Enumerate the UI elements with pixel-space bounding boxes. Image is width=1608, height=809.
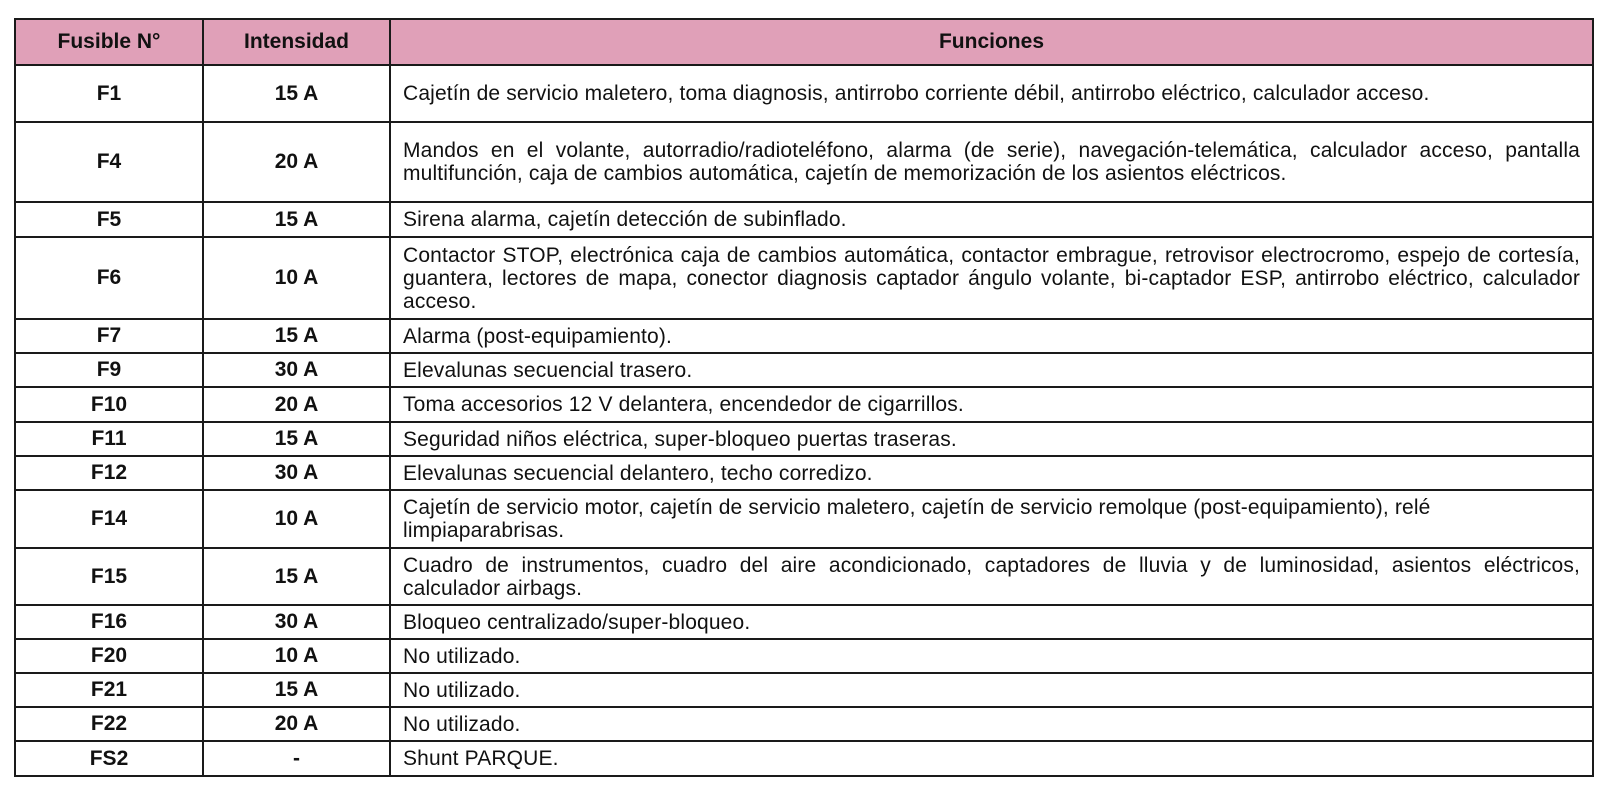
functions-cell: No utilizado. bbox=[390, 707, 1593, 741]
intensity-cell: 20 A bbox=[203, 122, 390, 202]
functions-cell: Toma accesorios 12 V delantera, encendedor de cigarrillos. bbox=[390, 387, 1593, 422]
intensity-cell: 15 A bbox=[203, 422, 390, 456]
functions-cell: No utilizado. bbox=[390, 673, 1593, 707]
functions-cell: Elevalunas secuencial delantero, techo corredizo. bbox=[390, 456, 1593, 490]
functions-cell: Cajetín de servicio maletero, toma diagnosis, antirrobo corriente débil, antirrobo eléctrico, calculador acceso. bbox=[390, 65, 1593, 122]
intensity-cell: 15 A bbox=[203, 319, 390, 353]
functions-cell: Cuadro de instrumentos, cuadro del aire acondicionado, captadores de lluvia y de luminosidad, asientos eléctricos, calculador airbags. bbox=[390, 548, 1593, 605]
functions-cell: Mandos en el volante, autorradio/radioteléfono, alarma (de serie), navegación-telemática, calculador acceso, pantalla multifunción, caja de cambios automática, cajetín de memorización de los asientos eléctricos. bbox=[390, 122, 1593, 202]
table-row bbox=[15, 202, 1593, 237]
fuse-number-cell: F7 bbox=[15, 319, 203, 353]
fuse-number-cell: F14 bbox=[15, 490, 203, 548]
fuse-number-cell: F5 bbox=[15, 202, 203, 237]
fuse-number-cell: F4 bbox=[15, 122, 203, 202]
fuse-number-cell: F11 bbox=[15, 422, 203, 456]
table-row bbox=[15, 605, 1593, 639]
intensity-cell: 15 A bbox=[203, 548, 390, 605]
functions-cell: No utilizado. bbox=[390, 639, 1593, 673]
fuse-number-cell: F6 bbox=[15, 237, 203, 319]
table-row bbox=[15, 387, 1593, 422]
fuse-number-cell: F12 bbox=[15, 456, 203, 490]
table-row bbox=[15, 122, 1593, 202]
functions-cell: Bloqueo centralizado/super-bloqueo. bbox=[390, 605, 1593, 639]
table-row bbox=[15, 707, 1593, 741]
intensity-cell: 30 A bbox=[203, 456, 390, 490]
fuse-number-cell: F9 bbox=[15, 353, 203, 387]
intensity-cell: 15 A bbox=[203, 202, 390, 237]
functions-cell: Sirena alarma, cajetín detección de subinflado. bbox=[390, 202, 1593, 237]
header-functions: Funciones bbox=[390, 19, 1593, 65]
header-intensity: Intensidad bbox=[203, 19, 390, 65]
table-row bbox=[15, 353, 1593, 387]
intensity-cell: 20 A bbox=[203, 387, 390, 422]
table-row bbox=[15, 456, 1593, 490]
intensity-cell: 10 A bbox=[203, 639, 390, 673]
functions-cell: Seguridad niños eléctrica, super-bloqueo puertas traseras. bbox=[390, 422, 1593, 456]
intensity-cell: - bbox=[203, 741, 390, 776]
table-row bbox=[15, 639, 1593, 673]
table-row bbox=[15, 673, 1593, 707]
fuse-number-cell: F15 bbox=[15, 548, 203, 605]
table-row bbox=[15, 548, 1593, 605]
intensity-cell: 30 A bbox=[203, 353, 390, 387]
intensity-cell: 10 A bbox=[203, 237, 390, 319]
table-row bbox=[15, 741, 1593, 776]
functions-cell: Contactor STOP, electrónica caja de cambios automática, contactor embrague, retrovisor electrocromo, espejo de cortesía, guantera, lectores de mapa, conector diagnosis captador ángulo volante, bi-captador ESP, antirrobo eléctrico, calculador acceso. bbox=[390, 237, 1593, 319]
functions-cell: Alarma (post-equipamiento). bbox=[390, 319, 1593, 353]
fuse-number-cell: F20 bbox=[15, 639, 203, 673]
table-row bbox=[15, 422, 1593, 456]
intensity-cell: 15 A bbox=[203, 65, 390, 122]
intensity-cell: 10 A bbox=[203, 490, 390, 548]
intensity-cell: 30 A bbox=[203, 605, 390, 639]
functions-cell: Elevalunas secuencial trasero. bbox=[390, 353, 1593, 387]
table-row bbox=[15, 65, 1593, 122]
table-row bbox=[15, 319, 1593, 353]
intensity-cell: 20 A bbox=[203, 707, 390, 741]
fuse-number-cell: F21 bbox=[15, 673, 203, 707]
table-row bbox=[15, 490, 1593, 548]
table-row bbox=[15, 237, 1593, 319]
fuse-number-cell: F1 bbox=[15, 65, 203, 122]
fuse-number-cell: FS2 bbox=[15, 741, 203, 776]
functions-cell: Cajetín de servicio motor, cajetín de servicio maletero, cajetín de servicio remolque (post-equipamiento), relé limpiaparabrisas. bbox=[390, 490, 1593, 548]
functions-cell: Shunt PARQUE. bbox=[390, 741, 1593, 776]
fuse-number-cell: F22 bbox=[15, 707, 203, 741]
header-fuse: Fusible N° bbox=[15, 19, 203, 65]
fuse-number-cell: F16 bbox=[15, 605, 203, 639]
intensity-cell: 15 A bbox=[203, 673, 390, 707]
fuse-number-cell: F10 bbox=[15, 387, 203, 422]
table-body bbox=[15, 65, 1593, 776]
fuse-table bbox=[14, 18, 1594, 777]
header-row bbox=[15, 19, 1593, 65]
